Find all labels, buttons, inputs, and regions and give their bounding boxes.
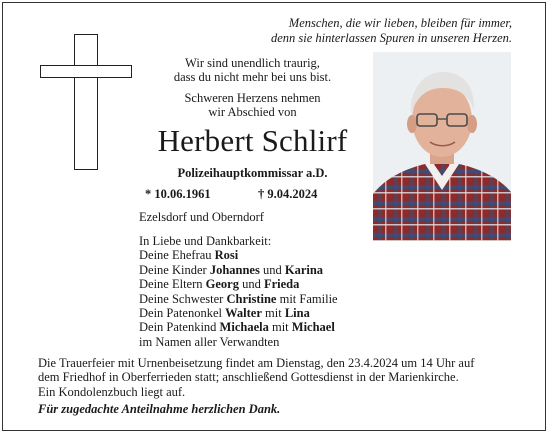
birth-date: * 10.06.1961 <box>145 187 211 201</box>
deceased-name: Herbert Schlirf <box>157 123 348 158</box>
family-others: im Namen aller Verwandten <box>139 334 280 349</box>
portrait-photo <box>373 52 511 241</box>
family-children: Deine Kinder Johannes und Karina <box>139 262 324 277</box>
family-godchild: Dein Patenkind Michaela mit Michael <box>139 320 335 335</box>
place-names: Ezelsdorf und Oberndorf <box>139 210 264 224</box>
family-wife: Deine Ehefrau Rosi <box>139 248 239 263</box>
intro-line-4: wir Abschied von <box>208 105 297 119</box>
death-date: † 9.04.2024 <box>258 187 318 201</box>
deceased-title: Polizeihauptkommissar a.D. <box>177 166 328 180</box>
notice-line-1: Die Trauerfeier mit Urnenbeisetzung findet am Dienstag, den 23.4.2024 um 14 Uhr auf <box>38 356 475 370</box>
motto-quote <box>271 16 512 46</box>
family-godfather: Dein Patenonkel Walter mit Lina <box>139 306 310 321</box>
motto-line-1: Menschen, die wir lieben, bleiben für immer, <box>288 16 512 30</box>
intro-line-3: Schweren Herzens nehmen <box>184 91 321 105</box>
notice-line-2: dem Friedhof in Oberferrieden statt; anschließend Gottesdienst in der Marienkirche. <box>38 370 459 385</box>
cross-icon <box>40 34 132 170</box>
intro-line-2: dass du nicht mehr bei uns bist. <box>173 70 332 84</box>
motto-line-2: denn sie hinterlassen Spuren in unseren Herzen. <box>270 31 512 45</box>
intro-line-1: Wir sind unendlich traurig, <box>185 56 320 70</box>
family-sister: Deine Schwester Christine mit Familie <box>139 291 338 306</box>
intro-text <box>140 56 365 119</box>
family-list <box>139 234 338 349</box>
funeral-notice <box>38 356 518 399</box>
family-parents: Deine Eltern Georg und Frieda <box>139 277 300 292</box>
thanks-line: Für zugedachte Anteilnahme herzlichen Dank. <box>38 402 281 416</box>
family-intro: In Liebe und Dankbarkeit: <box>139 234 272 248</box>
notice-line-3: Ein Kondolenzbuch liegt auf. <box>38 384 186 399</box>
